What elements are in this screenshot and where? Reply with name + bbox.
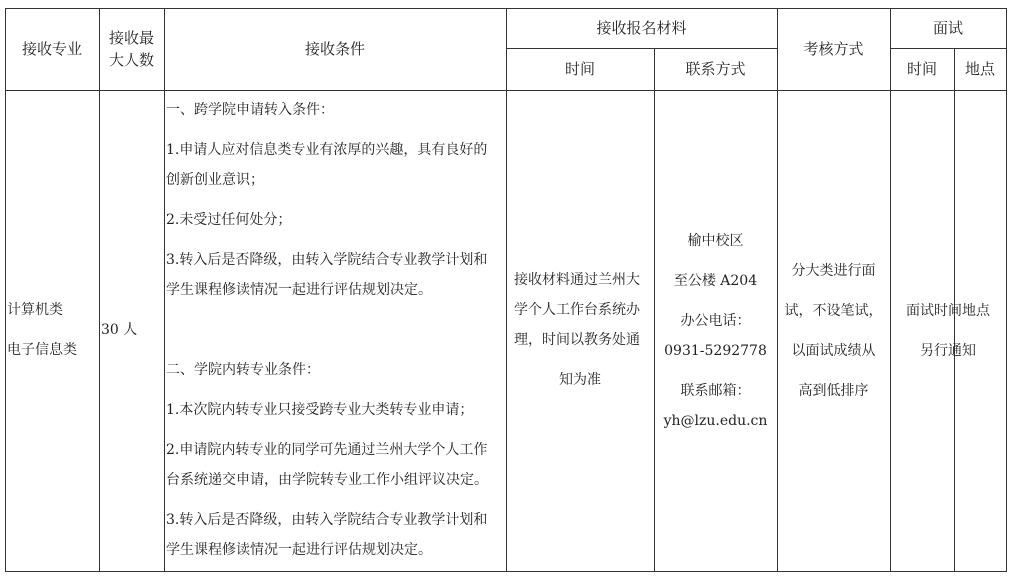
max-count-value: 30 人 <box>101 322 138 338</box>
assessment-line: 以面试成绩从 <box>791 343 876 359</box>
contact-email-label: 联系邮箱： <box>680 383 751 399</box>
contact-email-address: yh@lzu.edu.cn <box>663 413 768 429</box>
material-time-line: 知为准 <box>559 372 601 388</box>
header-time-text: 时间 <box>564 60 595 78</box>
header-conditions <box>164 8 506 90</box>
header-contact-text: 联系方式 <box>685 60 746 78</box>
header-interview <box>890 8 1006 48</box>
assessment-line: 高到低排序 <box>798 383 869 399</box>
header-max-count <box>99 8 164 90</box>
condition-line: 创新创业意识； <box>166 172 264 188</box>
header-interview-text: 面试 <box>932 19 963 37</box>
header-interview-time-text: 时间 <box>906 60 937 78</box>
header-materials-text: 接收报名材料 <box>596 19 687 37</box>
table-border-left <box>5 8 6 572</box>
condition-section-2-title: 二、学院内转专业条件： <box>166 362 320 378</box>
contact-office-room: 至公楼 A204 <box>673 273 758 289</box>
col-divider-2 <box>164 8 165 572</box>
contact-phone-label: 办公电话： <box>680 313 751 329</box>
major-line-1: 计算机类 <box>7 302 63 318</box>
condition-line: 2.申请院内转专业的同学可先通过兰州大学个人工作 <box>166 442 488 458</box>
header-conditions-text: 接收条件 <box>304 40 365 58</box>
condition-line: 学生课程修读情况一起进行评估规划决定。 <box>166 542 432 558</box>
header-max-count-line1: 接收最 <box>108 29 154 47</box>
interview-note-line: 另行通知 <box>920 343 976 359</box>
interview-note-line: 面试时间地点 <box>906 303 990 319</box>
header-assessment <box>777 8 890 90</box>
header-contact <box>654 48 777 90</box>
col-divider-5 <box>777 8 778 572</box>
material-time-line: 接收材料通过兰州大 <box>514 272 640 288</box>
col-divider-4 <box>654 48 655 572</box>
col-divider-3 <box>506 8 507 572</box>
condition-line: 1.本次院内转专业只接受跨专业大类转专业申请； <box>166 402 474 418</box>
header-interview-place-text: 地点 <box>964 60 995 78</box>
col-divider-1 <box>99 8 100 572</box>
condition-line: 1.申请人应对信息类专业有浓厚的兴趣，具有良好的 <box>166 142 488 158</box>
major-line-2: 电子信息类 <box>7 342 77 358</box>
header-major-text: 接收专业 <box>21 40 82 58</box>
header-time <box>506 48 654 90</box>
header-materials <box>506 8 777 48</box>
material-time-line: 理，时间以教务处通 <box>514 332 640 348</box>
contact-phone-number: 0931-5292778 <box>664 343 767 359</box>
condition-line: 3.转入后是否降级，由转入学院结合专业教学计划和 <box>166 252 488 268</box>
header-interview-place <box>954 48 1006 90</box>
header-interview-time <box>890 48 954 90</box>
condition-line: 台系统递交申请，由学院转专业工作小组评议决定。 <box>166 472 488 488</box>
header-assessment-text: 考核方式 <box>803 40 864 58</box>
condition-line: 2.未受过任何处分； <box>166 212 292 228</box>
condition-line: 学生课程修读情况一起进行评估规划决定。 <box>166 282 432 298</box>
condition-line: 3.转入后是否降级，由转入学院结合专业教学计划和 <box>166 512 488 528</box>
condition-section-1-title: 一、跨学院申请转入条件： <box>166 102 334 118</box>
contact-campus: 榆中校区 <box>687 233 744 249</box>
material-time-line: 学个人工作台系统办 <box>514 302 640 318</box>
col-divider-6 <box>890 8 891 572</box>
header-major <box>5 8 99 90</box>
assessment-line: 试，不设笔试， <box>784 303 883 319</box>
header-max-count-line2: 大人数 <box>108 51 154 69</box>
table-border-right <box>1006 8 1007 572</box>
assessment-line: 分大类进行面 <box>791 263 876 279</box>
